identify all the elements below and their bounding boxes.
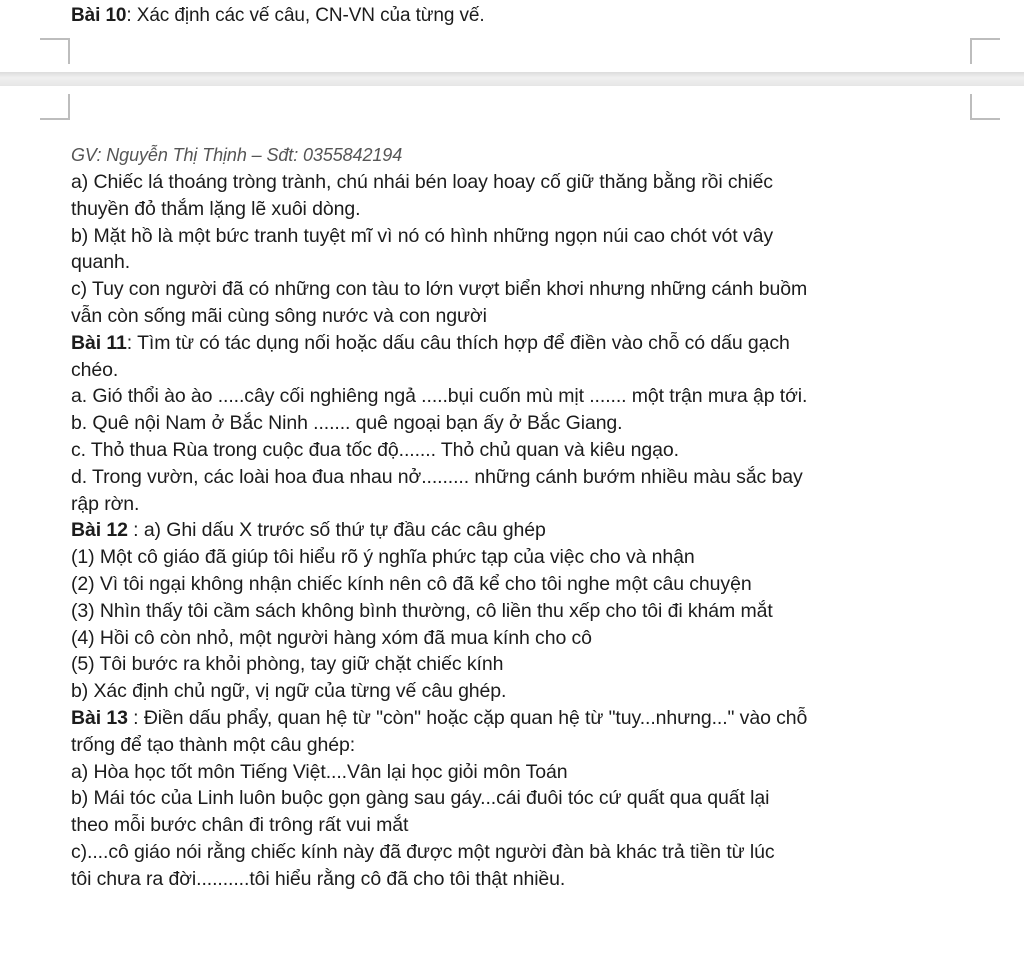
line-text: d. Trong vườn, các loài hoa đua nhau nở......... những cánh bướm nhiều màu sắc bay [71, 465, 803, 488]
text-line [71, 812, 408, 838]
text-line [71, 651, 503, 677]
line-text: (4) Hồi cô còn nhỏ, một người hàng xóm đã mua kính cho cô [71, 626, 592, 649]
text-line [71, 785, 769, 811]
text-line [71, 303, 487, 329]
line-text: : Điền dấu phẩy, quan hệ từ "còn" hoặc cặp quan hệ từ "tuy...nhưng..." vào chỗ [127, 707, 808, 729]
line-text: c) Tuy con người đã có những con tàu to lớn vượt biển khơi nhưng những cánh buồm [71, 278, 808, 301]
line-text: theo mỗi bước chân đi trông rất vui mắt [71, 814, 409, 837]
author-line: GV: Nguyễn Thị Thịnh – Sđt: 0355842194 [71, 145, 403, 165]
text-line [71, 249, 130, 275]
line-text: quanh. [71, 251, 131, 274]
text-line [71, 678, 506, 704]
line-text: chéo. [71, 358, 119, 381]
line-text: a. Gió thổi ào ào .....cây cối nghiêng ngả .....bụi cuốn mù mịt ....... một trận mưa ập tới. [71, 385, 808, 408]
line-text: tôi chưa ra đời..........tôi hiểu rằng cô đã cho tôi thật nhiều. [71, 867, 566, 890]
line-text: c. Thỏ thua Rùa trong cuộc đua tốc độ....... Thỏ chủ quan và kiêu ngạo. [71, 439, 679, 461]
line-text: b) Xác định chủ ngữ, vị ngữ của từng vế câu ghép. [71, 680, 507, 703]
exercise-10-heading [71, 3, 485, 29]
text-line [71, 598, 773, 624]
text-line [71, 866, 565, 892]
text-line [71, 276, 807, 302]
line-text: a) Hòa học tốt môn Tiếng Việt....Vân lại học giỏi môn Toán [71, 760, 568, 783]
line-text: rập rờn. [71, 492, 140, 515]
margin-corner-mark [970, 38, 1000, 64]
line-text: trống để tạo thành một câu ghép: [71, 733, 356, 756]
exercise-label: Bài 11 [71, 331, 127, 354]
margin-corner-mark [40, 38, 70, 64]
text-line [71, 330, 790, 356]
exercise-text: : Xác định các vế câu, CN-VN của từng vế. [126, 5, 485, 26]
line-text: a) Chiếc lá thoáng tròng trành, chú nhái bén loay hoay cố giữ thăng bằng rồi chiếc [71, 171, 773, 193]
line-text: b) Mặt hồ là một bức tranh tuyệt mĩ vì nó có hình những ngọn núi cao chót vót vây [71, 224, 773, 247]
text-line [71, 705, 807, 731]
text-line [71, 357, 118, 383]
text-line [71, 491, 139, 517]
line-text: (1) Một cô giáo đã giúp tôi hiểu rõ ý nghĩa phức tạp của việc cho và nhận [71, 546, 695, 569]
text-line [71, 383, 807, 409]
line-text: (5) Tôi bước ra khỏi phòng, tay giữ chặt chiếc kính [71, 653, 504, 676]
line-text: thuyền đỏ thắm lặng lẽ xuôi dòng. [71, 197, 361, 220]
page-gap [0, 72, 1024, 86]
text-line [71, 839, 775, 865]
line-text: (2) Vì tôi ngại không nhận chiếc kính nên cô đã kể cho tôi nghe một câu chuyện [71, 573, 752, 595]
line-text: b) Mái tóc của Linh luôn buộc gọn gàng sau gáy...cái đuôi tóc cứ quất qua quất lại [71, 787, 770, 810]
text-line [71, 223, 773, 249]
exercise-label: Bài 10 [71, 5, 127, 26]
line-text: c)....cô giáo nói rằng chiếc kính này đã được một người đàn bà khác trả tiền từ lúc [71, 841, 775, 863]
text-line [71, 625, 592, 651]
text-line [71, 732, 355, 758]
line-text: : Tìm từ có tác dụng nối hoặc dấu câu thích hợp để điền vào chỗ có dấu gạch [126, 331, 790, 354]
text-line [71, 544, 695, 570]
margin-corner-mark [970, 94, 1000, 120]
text-line [71, 464, 803, 490]
text-line [71, 759, 567, 785]
line-text: (3) Nhìn thấy tôi cầm sách không bình thường, cô liền thu xếp cho tôi đi khám mắt [71, 599, 773, 622]
text-line [71, 517, 546, 543]
line-text: b. Quê nội Nam ở Bắc Ninh ....... quê ngoại bạn ấy ở Bắc Giang. [71, 412, 623, 435]
line-text: vẫn còn sống mãi cùng sông nước và con người [71, 305, 487, 327]
text-line [71, 196, 360, 222]
text-line [71, 410, 623, 436]
exercise-label: Bài 13 [71, 707, 128, 729]
exercise-label: Bài 12 [71, 519, 128, 542]
text-line [71, 571, 752, 597]
margin-corner-mark [40, 94, 70, 120]
text-line [71, 169, 773, 195]
line-text: : a) Ghi dấu X trước số thứ tự đầu các câu ghép [127, 519, 546, 542]
text-line [71, 437, 679, 463]
